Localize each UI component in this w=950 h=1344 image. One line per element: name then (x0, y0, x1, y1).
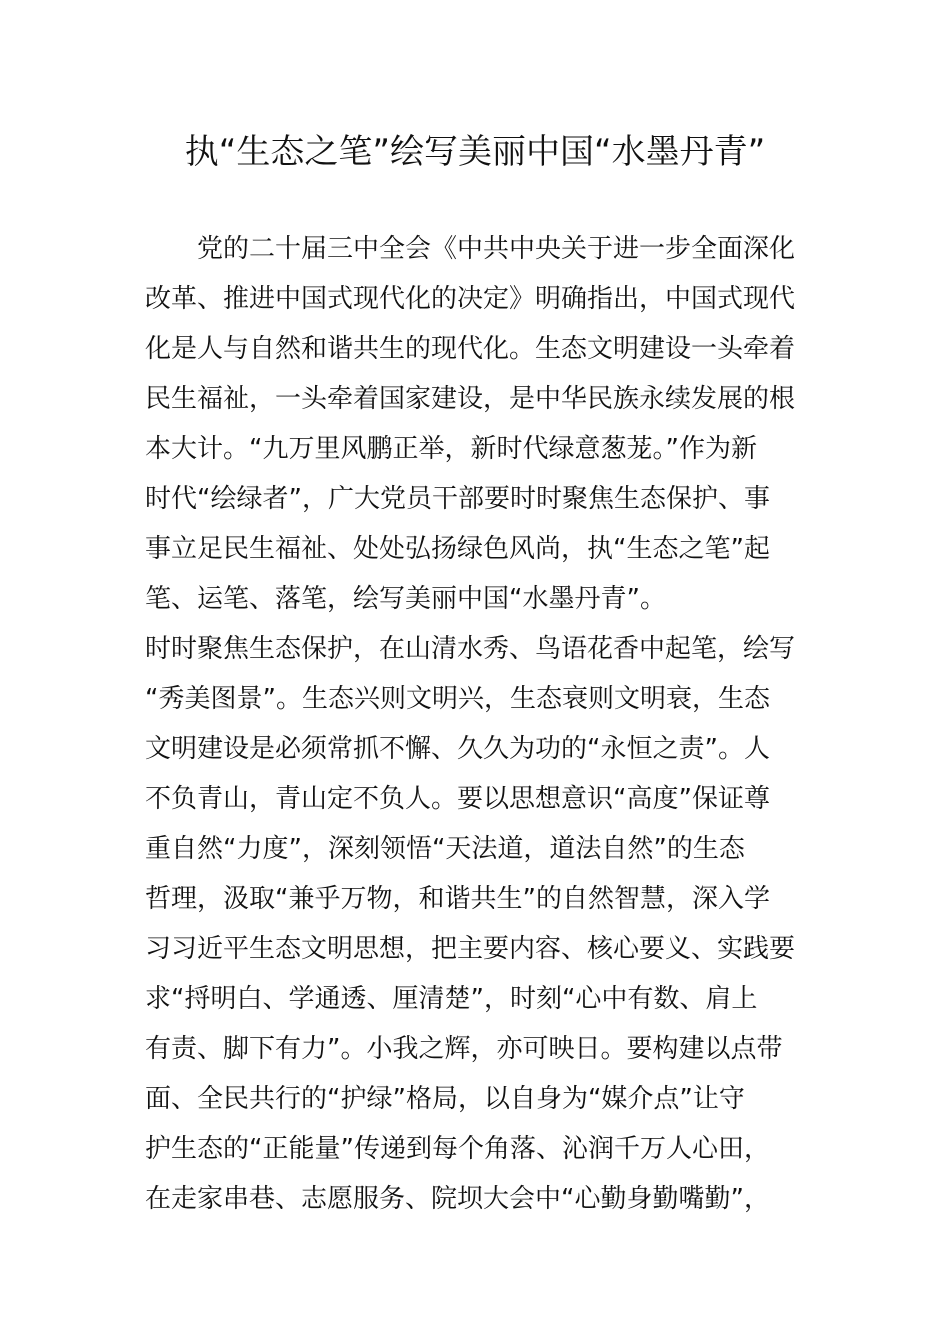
body-line: “秀美图景”。生态兴则文明兴，生态衰则文明衰，生态 (145, 684, 770, 714)
body-line: 重自然“力度”，深刻领悟“天法道，道法自然”的生态 (145, 834, 745, 864)
body-line: 护生态的“正能量”传递到每个角落、沁润千万人心田， (145, 1134, 770, 1164)
body-line: 习习近平生态文明思想，把主要内容、核心要义、实践要 (145, 934, 796, 964)
body-line: 时代“绘绿者”，广大党员干部要时时聚焦生态保护、事 (145, 484, 770, 514)
body-line: 在走家串巷、志愿服务、院坝大会中“心勤身勤嘴勤”， (145, 1184, 770, 1214)
body-line: 化是人与自然和谐共生的现代化。生态文明建设一头牵着 (145, 334, 796, 364)
body-line: 事立足民生福祉、处处弘扬绿色风尚，执“生态之笔”起 (145, 534, 770, 564)
body-line: 有责、脚下有力”。小我之辉，亦可映日。要构建以点带 (145, 1034, 783, 1064)
body-line: 哲理，汲取“兼乎万物，和谐共生”的自然智慧，深入学 (145, 884, 770, 914)
body-line: 时时聚焦生态保护，在山清水秀、鸟语花香中起笔，绘写 (145, 634, 796, 664)
document-title: 执“生态之笔”绘写美丽中国“水墨丹青” (184, 132, 766, 172)
body-line: 改革、推进中国式现代化的决定》明确指出，中国式现代 (145, 284, 796, 314)
body-line: 求“捋明白、学通透、厘清楚”，时刻“心中有数、肩上 (145, 984, 758, 1014)
body-line: 民生福祉，一头牵着国家建设，是中华民族永续发展的根 (145, 384, 796, 414)
body-line: 面、全民共行的“护绿”格局，以自身为“媒介点”让守 (145, 1084, 745, 1114)
body-line: 本大计。“九万里风鹏正举，新时代绿意葱茏。”作为新 (145, 434, 757, 464)
body-line: 党的二十届三中全会《中共中央关于进一步全面深化 (145, 234, 796, 264)
body-line: 文明建设是必须常抓不懈、久久为功的“永恒之责”。人 (145, 734, 770, 764)
body-line: 笔、运笔、落笔，绘写美丽中国“水墨丹青”。 (145, 584, 666, 614)
body-line: 不负青山，青山定不负人。要以思想意识“高度”保证尊 (145, 784, 770, 814)
